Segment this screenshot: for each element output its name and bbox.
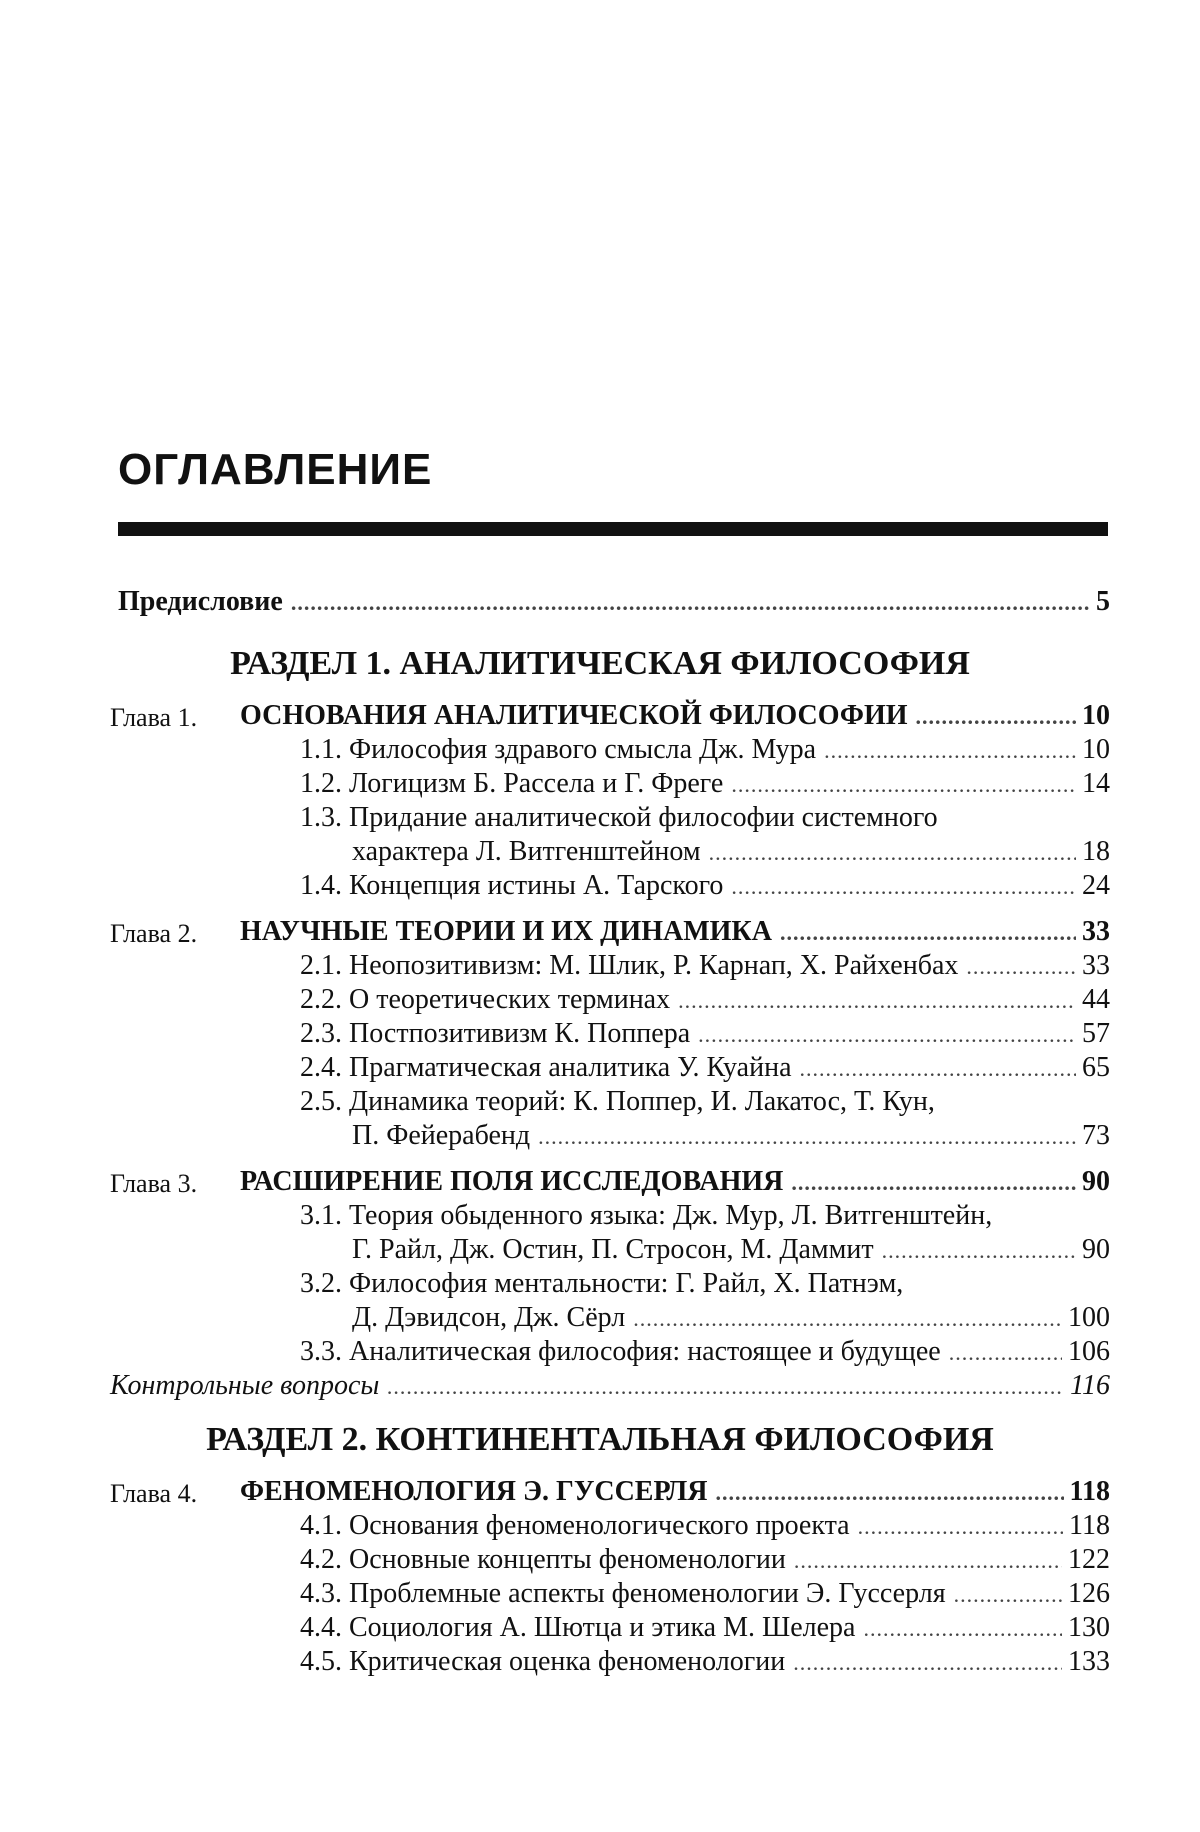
toc-entry-title: 3.2. Философия ментальности: Г. Райл, Х. Патнэм,: [300, 1268, 904, 1299]
dot-leader: [715, 1476, 1063, 1510]
toc-subsection[interactable]: [300, 767, 1110, 802]
chapter-label: Глава 2.: [110, 919, 198, 948]
toc-subsection-cont[interactable]: [352, 1301, 1110, 1336]
section-heading: РАЗДЕЛ 1. АНАЛИТИЧЕСКАЯ ФИЛОСОФИЯ: [230, 645, 970, 682]
dot-leader: [864, 1612, 1063, 1646]
toc-subsection[interactable]: [300, 1335, 1110, 1370]
toc-entry-title: 1.3. Придание аналитической философии системного: [300, 802, 938, 833]
toc-entry-title: 2.1. Неопозитивизм: М. Шлик, Р. Карнап, Х. Райхенбах: [300, 950, 959, 981]
toc-page-number: 130: [1068, 1612, 1110, 1643]
toc-entry-title: 1.1. Философия здравого смысла Дж. Мура: [300, 734, 817, 765]
toc-subsection[interactable]: [300, 1577, 1110, 1612]
toc-entry-title: ФЕНОМЕНОЛОГИЯ Э. ГУССЕРЛЯ: [240, 1476, 708, 1507]
dot-leader: [633, 1302, 1062, 1336]
dot-leader: [538, 1120, 1076, 1154]
toc-page-number: 65: [1082, 1052, 1110, 1083]
toc-subsection[interactable]: [300, 869, 1110, 904]
dot-leader: [793, 1646, 1062, 1680]
chapter-label: Глава 4.: [110, 1479, 198, 1508]
chapter-label: Глава 1.: [110, 703, 198, 732]
toc-subsection[interactable]: [300, 1051, 1110, 1086]
toc-entry-title: 2.5. Динамика теорий: К. Поппер, И. Лакатос, Т. Кун,: [300, 1086, 935, 1117]
toc-subsection: [300, 1085, 935, 1119]
toc-subsection: [300, 1267, 903, 1301]
toc-entry-title: РАСШИРЕНИЕ ПОЛЯ ИССЛЕДОВАНИЯ: [240, 1166, 784, 1197]
toc-entry-title: Предисловие: [118, 586, 283, 617]
toc-entry-title: 3.1. Теория обыденного языка: Дж. Мур, Л. Витгенштейн,: [300, 1200, 993, 1231]
dot-leader: [709, 836, 1076, 870]
toc-entry-title: 2.2. О теоретических терминах: [300, 984, 671, 1015]
toc-entry-title: 1.2. Логицизм Б. Рассела и Г. Фреге: [300, 768, 724, 799]
toc-page-number: 118: [1069, 1476, 1110, 1507]
dot-leader: [882, 1234, 1076, 1268]
toc-page-number: 126: [1068, 1578, 1110, 1609]
toc-chapter-2[interactable]: [240, 915, 1110, 950]
toc-page-number: 100: [1068, 1302, 1110, 1333]
heading-rule: [118, 522, 1108, 536]
toc-entry-title: Контрольные вопросы: [110, 1370, 380, 1401]
dot-leader: [731, 870, 1076, 904]
section-heading: РАЗДЕЛ 2. КОНТИНЕНТАЛЬНАЯ ФИЛОСОФИЯ: [206, 1421, 994, 1458]
toc-entry-title: 1.4. Концепция истины А. Тарского: [300, 870, 724, 901]
dot-leader: [858, 1510, 1063, 1544]
toc-page-number: 57: [1082, 1018, 1110, 1049]
toc-subsection: [300, 801, 938, 835]
toc-page-number: 118: [1069, 1510, 1110, 1541]
toc-subsection: [300, 1199, 992, 1233]
toc-entry-title: 4.2. Основные концепты феноменологии: [300, 1544, 786, 1575]
toc-entry-title: ОСНОВАНИЯ АНАЛИТИЧЕСКОЙ ФИЛОСОФИИ: [240, 700, 908, 731]
toc-entry-title: 4.1. Основания феноменологического проекта: [300, 1510, 850, 1541]
toc-subsection[interactable]: [300, 1611, 1110, 1646]
toc-page-number: 133: [1068, 1646, 1110, 1677]
toc-page-number: 44: [1082, 984, 1110, 1015]
toc-page-number: 5: [1096, 586, 1110, 617]
toc-chapter-1[interactable]: [240, 699, 1110, 734]
toc-subsection[interactable]: [300, 1509, 1110, 1544]
toc-chapter-3[interactable]: [240, 1165, 1110, 1200]
toc-page-number: 14: [1082, 768, 1110, 799]
toc-page-number: 18: [1082, 836, 1110, 867]
toc-entry-title: характера Л. Витгенштейном: [352, 836, 701, 867]
toc-page-number: 10: [1082, 700, 1110, 731]
toc-page-number: 33: [1082, 916, 1110, 947]
toc-subsection[interactable]: [300, 983, 1110, 1018]
dot-leader: [387, 1370, 1064, 1404]
dot-leader: [698, 1018, 1076, 1052]
toc-entry-title: НАУЧНЫЕ ТЕОРИИ И ИХ ДИНАМИКА: [240, 916, 772, 947]
toc-subsection[interactable]: [300, 1017, 1110, 1052]
dot-leader: [780, 916, 1076, 950]
toc-entry-title: 4.4. Социология А. Шютца и этика М. Шелера: [300, 1612, 856, 1643]
toc-subsection[interactable]: [300, 1543, 1110, 1578]
toc-questions[interactable]: [110, 1369, 1110, 1404]
toc-page-number: 90: [1082, 1234, 1110, 1265]
toc-page-number: 116: [1070, 1370, 1110, 1401]
chapter-label: Глава 3.: [110, 1169, 198, 1198]
dot-leader: [966, 950, 1076, 984]
toc-entry-title: П. Фейерабенд: [352, 1120, 531, 1151]
dot-leader: [731, 768, 1076, 802]
toc-entry-title: 3.3. Аналитическая философия: настоящее и будущее: [300, 1336, 941, 1367]
toc-subsection-cont[interactable]: [352, 1119, 1110, 1154]
dot-leader: [824, 734, 1076, 768]
dot-leader: [291, 586, 1090, 620]
toc-page-number: 106: [1068, 1336, 1110, 1367]
toc-entry-title: 4.3. Проблемные аспекты феноменологии Э. Гуссерля: [300, 1578, 946, 1609]
toc-entry-title: Г. Райл, Дж. Остин, П. Стросон, М. Даммит: [352, 1234, 874, 1265]
dot-leader: [800, 1052, 1077, 1086]
toc-chapter-1[interactable]: [240, 1475, 1110, 1510]
dot-leader: [949, 1336, 1062, 1370]
toc-page-number: 33: [1082, 950, 1110, 981]
toc-subsection[interactable]: [300, 1645, 1110, 1680]
toc-subsection[interactable]: [300, 733, 1110, 768]
toc-entry-title: 2.4. Прагматическая аналитика У. Куайна: [300, 1052, 792, 1083]
toc-entry-title: 2.3. Постпозитивизм К. Поппера: [300, 1018, 691, 1049]
toc-subsection-cont[interactable]: [352, 835, 1110, 870]
toc-subsection[interactable]: [300, 949, 1110, 984]
toc-preface[interactable]: [118, 585, 1110, 620]
toc-page-number: 10: [1082, 734, 1110, 765]
toc-page-number: 73: [1082, 1120, 1110, 1151]
dot-leader: [916, 700, 1076, 734]
dot-leader: [678, 984, 1076, 1018]
dot-leader: [791, 1166, 1076, 1200]
toc-page-number: 24: [1082, 870, 1110, 901]
toc-page-number: 122: [1068, 1544, 1110, 1575]
toc-entry-title: Д. Дэвидсон, Дж. Сёрл: [352, 1302, 626, 1333]
page-title: ОГЛАВЛЕНИЕ: [118, 445, 433, 494]
dot-leader: [954, 1578, 1062, 1612]
dot-leader: [794, 1544, 1062, 1578]
toc-entry-title: 4.5. Критическая оценка феноменологии: [300, 1646, 786, 1677]
toc-page-number: 90: [1082, 1166, 1110, 1197]
toc-subsection-cont[interactable]: [352, 1233, 1110, 1268]
